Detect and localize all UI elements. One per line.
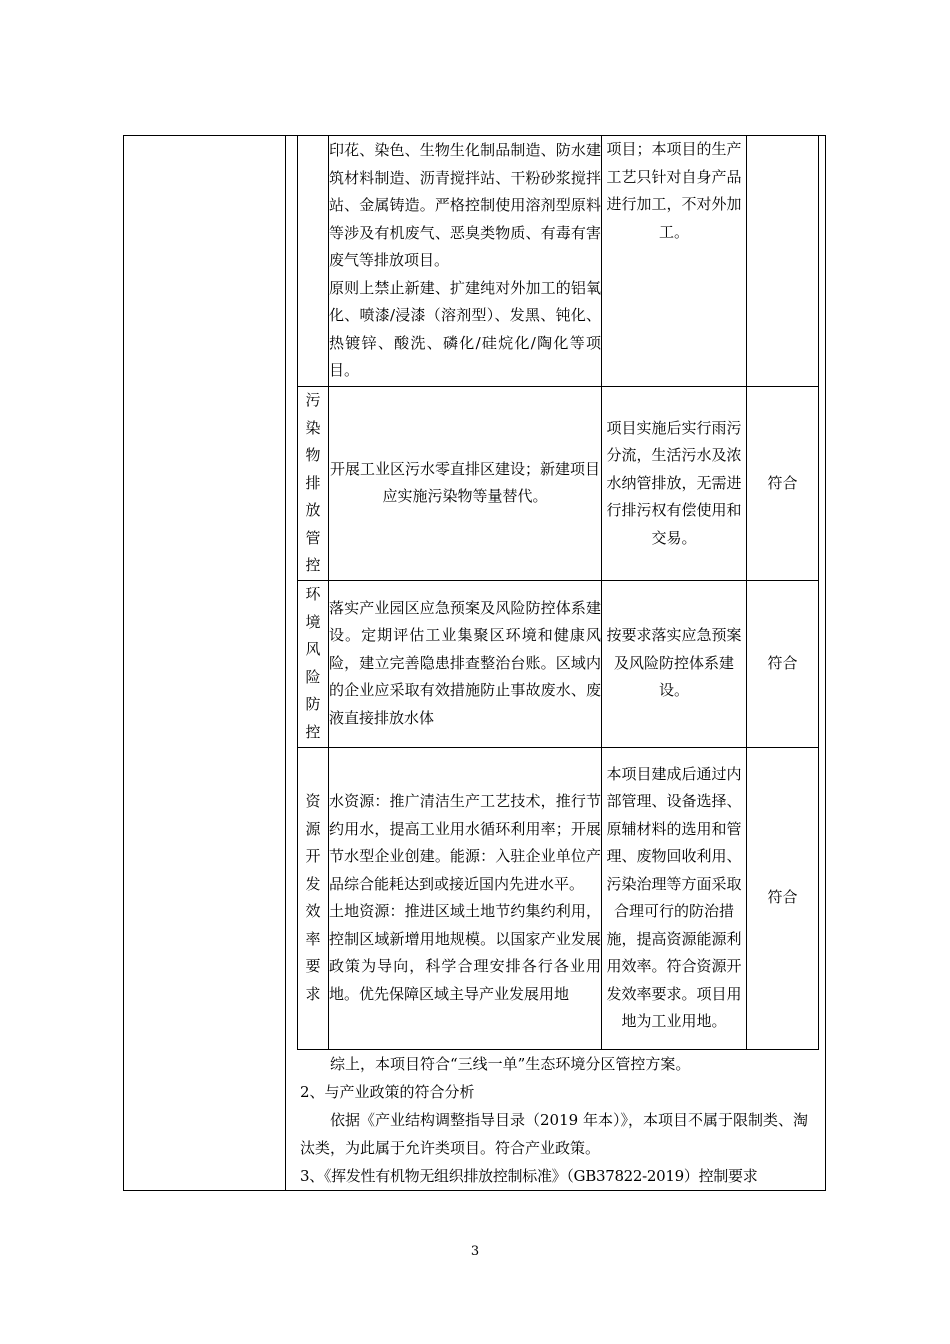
project-status-cell: 项目；本项目的生产工艺只针对自身产品进行加工，不对外加工。 xyxy=(602,136,747,387)
analysis-text-block xyxy=(300,1050,822,1190)
table-row xyxy=(298,747,819,1049)
page-number: 3 xyxy=(470,1244,480,1259)
conformity-cell: 符合 xyxy=(747,580,819,747)
project-status-cell: 按要求落实应急预案及风险防控体系建设。 xyxy=(602,580,747,747)
conformity-cell: 符合 xyxy=(747,387,819,581)
conformity-cell: 符合 xyxy=(747,747,819,1049)
measure-paragraph: 印花、染色、生物生化制品制造、防水建筑材料制造、沥青搅拌站、干粉砂浆搅拌站、金属铸造。严格控制使用溶剂型原料等涉及有机废气、恶臭类物质、有毒有害废气等排放项目。 xyxy=(329,141,601,270)
category-label xyxy=(298,387,329,581)
category-label-text: 污染物排放管控 xyxy=(305,391,321,574)
category-label xyxy=(298,747,329,1049)
body-paragraph: 依据《产业结构调整指导目录（2019 年本）》，本项目不属于限制类、淘汰类，为此属于允许类项目。符合产业政策。 xyxy=(300,1111,808,1157)
measure-paragraph: 原则上禁止新建、扩建纯对外加工的铝氧化、喷漆/浸漆（溶剂型）、发黑、钝化、热镀锌、酸洗、磷化/硅烷化/陶化等项目。 xyxy=(329,278,601,380)
control-requirements-table xyxy=(297,135,819,1050)
measure-paragraph: 落实产业园区应急预案及风险防控体系建设。定期评估工业集聚区环境和健康风险，建立完善隐患排查整治台账。区域内的企业应采取有效措施防止事故废水、废液直接排放水体 xyxy=(329,598,601,727)
category-label xyxy=(298,580,329,747)
measure-paragraph: 水资源：推广清洁生产工艺技术，推行节约用水，提高工业用水循环利用率；开展节水型企业创建。能源：入驻企业单位产品综合能耗达到或接近国内先进水平。 xyxy=(329,792,601,893)
measure-paragraph: 开展工业区污水零直排区建设；新建项目应实施污染物等量替代。 xyxy=(329,459,600,506)
summary-paragraph: 综上，本项目符合“三线一单”生态环境分区管控方案。 xyxy=(330,1055,691,1073)
category-label-text: 资源开发效率要求 xyxy=(305,792,321,1003)
conformity-cell xyxy=(747,136,819,387)
table-row xyxy=(298,387,819,581)
table-row xyxy=(298,580,819,747)
project-status-cell: 项目实施后实行雨污分流，生活污水及浓水纳管排放，无需进行排污权有偿使用和交易。 xyxy=(602,387,747,581)
control-measure-cell xyxy=(329,387,602,581)
section-heading: 3、《挥发性有机物无组织排放控制标准》（GB37822-2019）控制要求 xyxy=(300,1167,758,1185)
control-measure-cell xyxy=(329,136,602,387)
project-status-cell: 本项目建成后通过内部管理、设备选择、原辅材料的选用和管理、废物回收利用、污染治理等方面采取合理可行的防治措施，提高资源能源利用效率。符合资源开发效率要求。项目用地为工业用地。 xyxy=(602,747,747,1049)
measure-paragraph: 土地资源：推进区域土地节约集约利用，控制区域新增用地规模。以国家产业发展政策为导向，科学合理安排各行各业用地。优先保障区域主导产业发展用地 xyxy=(329,902,601,1003)
category-label-text: 环境风险防控 xyxy=(305,585,321,741)
outer-column-divider xyxy=(285,135,286,1191)
control-measure-cell xyxy=(329,580,602,747)
section-heading: 2、与产业政策的符合分析 xyxy=(300,1083,475,1101)
category-label xyxy=(298,136,329,387)
table-row xyxy=(298,136,819,387)
control-measure-cell xyxy=(329,747,602,1049)
